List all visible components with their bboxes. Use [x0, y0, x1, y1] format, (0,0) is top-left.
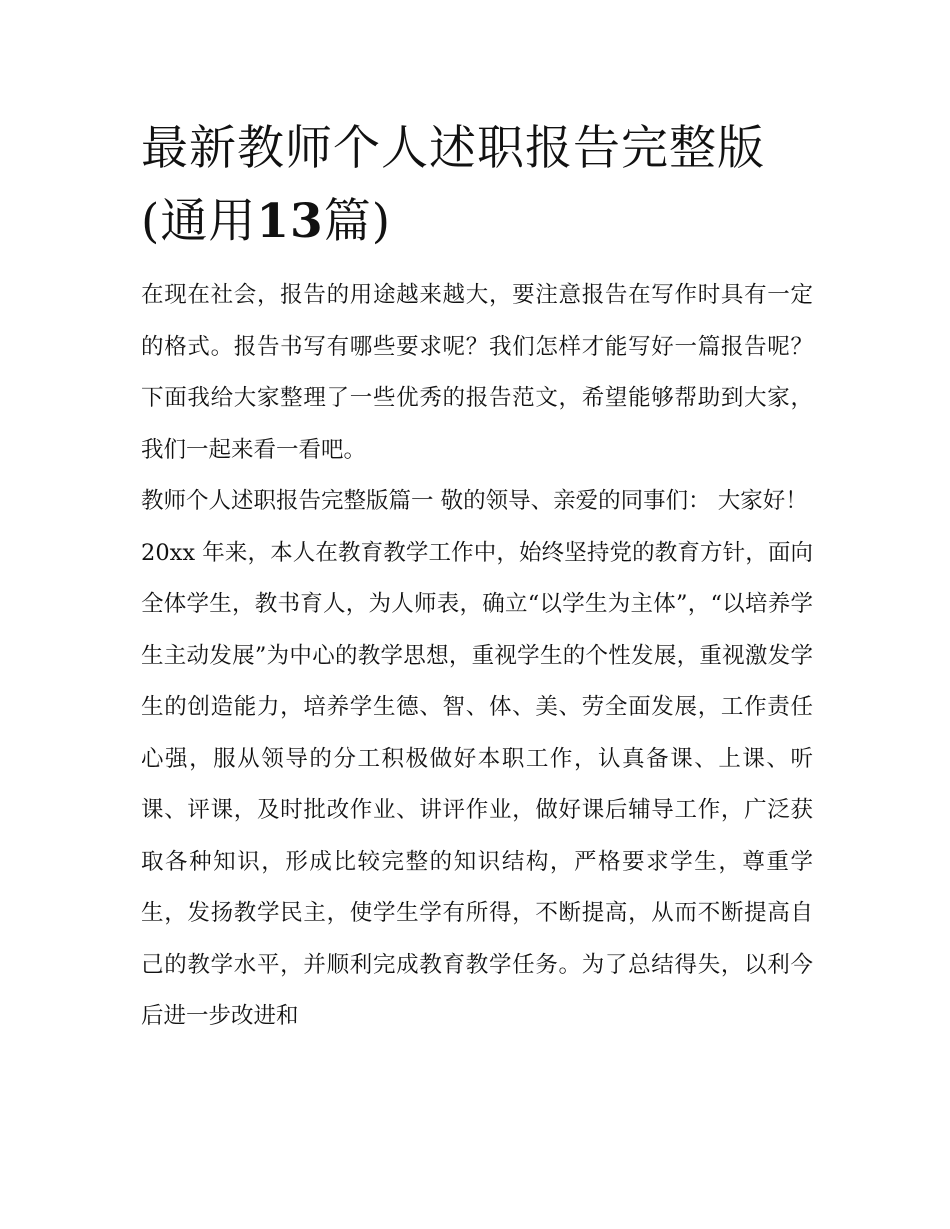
document-body	[141, 270, 813, 1043]
document-page	[141, 112, 813, 1043]
document-title	[141, 112, 813, 258]
title-line-1: 最新教师个人述职报告完整版	[141, 121, 765, 176]
intro-paragraph: 在现在社会，报告的用途越来越大，要注意报告在写作时具有一定的格式。报告书写有哪些要求呢？我们怎样才能写好一篇报告呢？下面我给大家整理了一些优秀的报告范文，希望能够帮助到大家，我们一起来看一看吧。	[141, 282, 813, 463]
greeting-paragraph: 教师个人述职报告完整版篇一 敬的领导、亲爱的同事们： 大家好！	[141, 488, 808, 514]
title-line-2-prefix: (通用	[141, 194, 257, 249]
title-line-2-number: 13	[256, 194, 324, 249]
title-line-2-suffix: 篇)	[323, 194, 392, 249]
body-paragraph: 20xx 年来，本人在教育教学工作中，始终坚持党的教育方针，面向全体学生，教书育人，为人师表，确立“以学生为主体”，“以培养学生主动发展”为中心的教学思想，重视学生的个性发展，重视激发学生的创造能力，培养学生德、智、体、美、劳全面发展，工作责任心强，服从领导的分工积极做好本职工作，认真备课、上课、听课、评课，及时批改作业、讲评作业，做好课后辅导工作，广泛获取各种知识，形成比较完整的知识结构，严格要求学生，尊重学生，发扬教学民主，使学生学有所得，不断提高，从而不断提高自己的教学水平，并顺利完成教育教学任务。为了总结得失，以利今后进一步改进和	[141, 539, 813, 1029]
